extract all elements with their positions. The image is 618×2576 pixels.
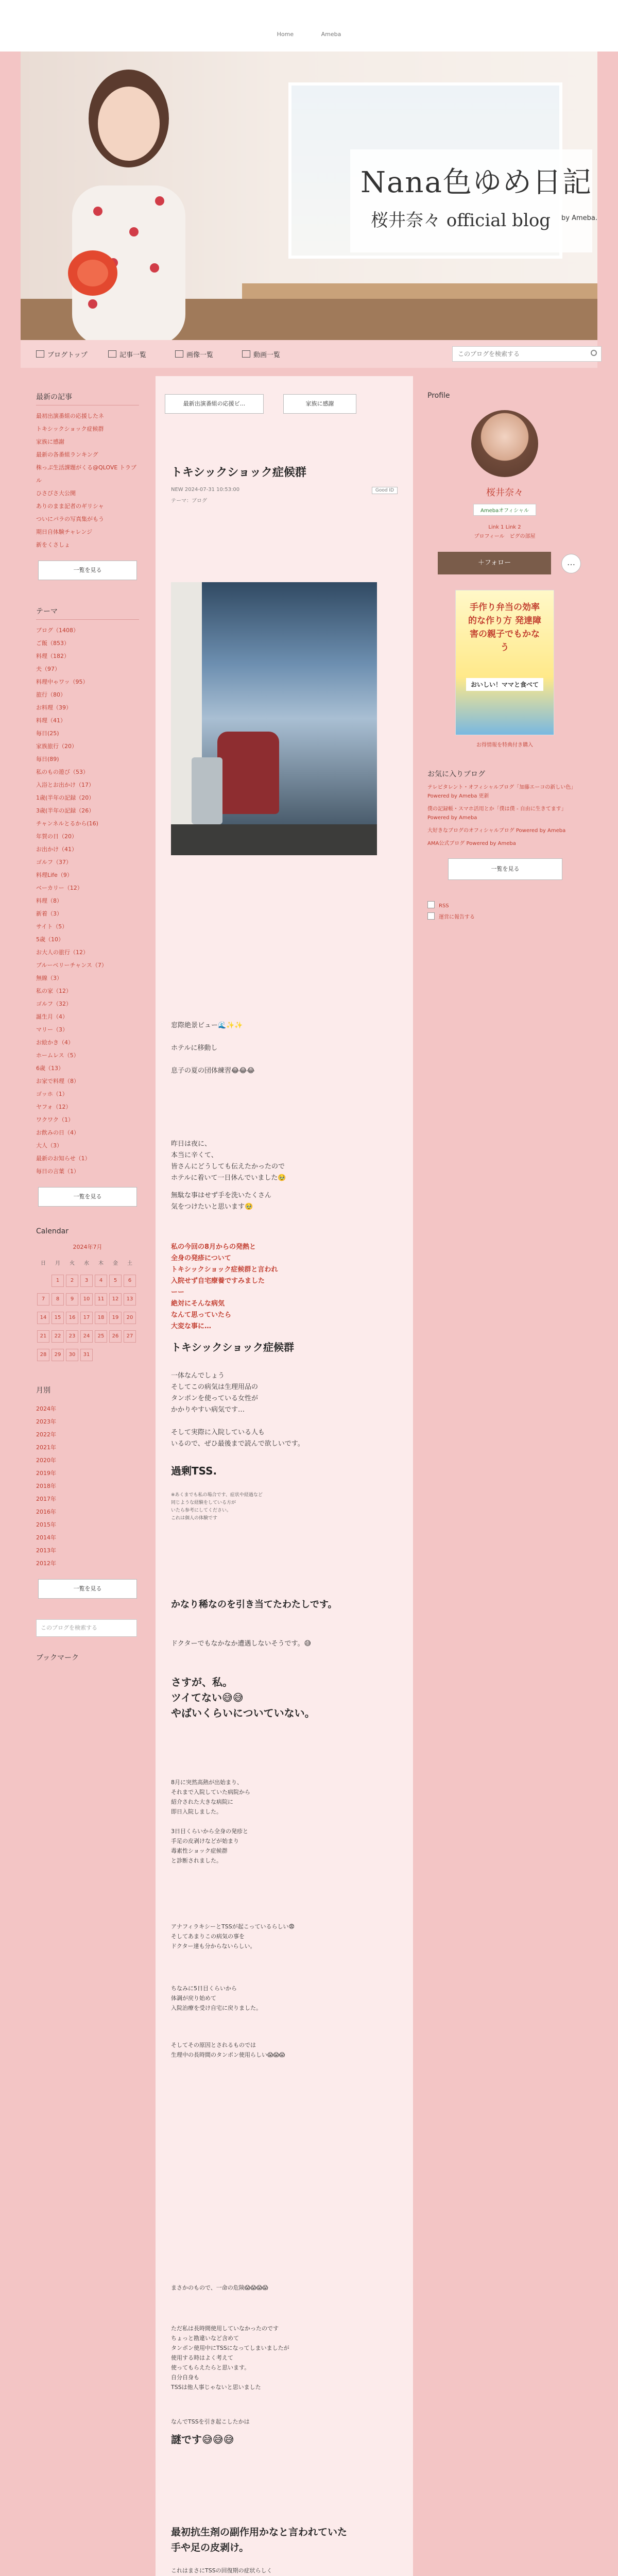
entry-line: さすが、私。 (171, 1676, 233, 1688)
entry-line: そしてその原因とされるものでは (171, 2042, 256, 2048)
entry-line: 使用する時はよく考えて (171, 2354, 233, 2361)
entry-line: 皆さんにどうしても伝えたかったので (171, 1163, 285, 1171)
archive-link[interactable]: 2020年 (36, 1457, 56, 1464)
next-entry-button[interactable]: 家族に感謝 (283, 394, 356, 414)
entry-paragraph-2 (171, 1139, 398, 1184)
calendar-heading: Calendar (36, 1227, 68, 1235)
recent-entry-link[interactable]: 最初出演番組の応援したネ (36, 413, 104, 419)
recent-entry-link[interactable]: 期日自体験チャレンジ (36, 529, 93, 535)
calendar-day[interactable]: 12 (108, 1290, 123, 1309)
profile-links[interactable] (427, 523, 582, 541)
entry-paragraph-red (171, 1242, 398, 1332)
entry-photo-hotel-view[interactable] (171, 582, 377, 855)
entry-line: そしてこの病気は生理用品の (171, 1383, 259, 1391)
top-bar (0, 0, 618, 52)
global-nav (21, 340, 597, 368)
entry-line: 紹介された大きな病院に (171, 1799, 233, 1805)
entry-line: ーー (171, 1289, 185, 1296)
entry-line: いるので、ぜひ最後まで読んで欲しいです。 (171, 1440, 304, 1448)
entry-paragraph-9 (171, 1984, 398, 2013)
entry-line: ※あくまでも私の場合です、症状や経過など (171, 1493, 263, 1498)
recent-entries-list (36, 410, 139, 551)
image-icon (175, 350, 183, 358)
theme-link[interactable]: 旅行（80） (36, 691, 66, 698)
entry-small-note (171, 1492, 398, 1522)
favorite-more-button[interactable]: 一覧を見る (448, 858, 562, 880)
calendar-day[interactable]: 1 (50, 1272, 65, 1290)
nav-entry-list[interactable]: 記事一覧 (108, 349, 146, 359)
entry-line: 毒素性ショック症候群 (171, 1848, 228, 1854)
header-person-photo (31, 52, 227, 340)
archive-link[interactable]: 2024年 (36, 1405, 56, 1412)
prev-entry-button[interactable]: 最新出演番組の応援ビ... (165, 394, 264, 414)
calendar-weekday: 火 (70, 1260, 75, 1266)
entry-paragraph-6: ドクターでもなかなか遭遇しないそうです。😅 (171, 1640, 311, 1648)
entry-line: 大変な事に… (171, 1323, 212, 1330)
calendar-day[interactable]: 30 (65, 1346, 79, 1364)
entry-line: なんて思っていたら (171, 1311, 232, 1319)
theme-link[interactable]: サイト（5） (36, 923, 68, 930)
archive-link[interactable]: 2014年 (36, 1534, 56, 1541)
right-sidebar (427, 392, 582, 923)
blog-subtitle: 桜井奈々 official blog (371, 210, 551, 231)
entry-line: 入院せず自宅療養ですみました (171, 1277, 265, 1285)
recent-entry-link[interactable]: 家族に感謝 (36, 438, 64, 445)
calendar-weekday: 金 (113, 1260, 118, 1266)
calendar-day[interactable]: 31 (79, 1346, 94, 1364)
entry-line: トキシックショック症候群と言われ (171, 1266, 278, 1274)
entry-paragraph-13: なんでTSSを引き起こしたかは (171, 2418, 250, 2425)
calendar-day[interactable]: 7 (36, 1290, 50, 1309)
entry-heading-mystery: 謎です😅😅😅 (171, 2433, 234, 2446)
calendar-day[interactable]: 24 (79, 1327, 94, 1346)
favorite-blogs-heading: お気に入りブログ (427, 770, 485, 778)
entry-line: ホテルに着いて一日休んでいました🥹 (171, 1174, 286, 1182)
theme-link[interactable]: お料理（39） (36, 704, 72, 711)
archive-list (36, 1402, 139, 1570)
utility-links (427, 901, 582, 923)
report-link[interactable]: 運営に報告する (427, 912, 582, 923)
theme-heading: テーマ (36, 606, 139, 620)
calendar-day (108, 1346, 123, 1364)
entry-paragraph-5 (171, 1370, 398, 1450)
theme-link[interactable]: 毎日(89) (36, 756, 59, 762)
archive-link[interactable]: 2018年 (36, 1483, 56, 1489)
theme-link[interactable]: 大人（3） (36, 1142, 62, 1149)
entry-line: 使ってもらえたらと思います。 (171, 2364, 250, 2371)
theme-link[interactable]: 料理（8） (36, 897, 62, 904)
entry-line: ちなみに5日目くらいから (171, 1985, 237, 1992)
entry-line: 昨日は夜に、 (171, 1140, 212, 1148)
entry-line: 8月に突然高熱が出始まり、 (171, 1779, 243, 1786)
header-shelf (242, 283, 597, 299)
calendar (36, 1243, 139, 1364)
archive-link[interactable]: 2021年 (36, 1444, 56, 1451)
entry-paragraph-10 (171, 2040, 398, 2060)
entry-line: 即日入院しました。 (171, 1808, 222, 1815)
entry-line: 本当に辛くて、 (171, 1151, 218, 1159)
calendar-weekday: 水 (84, 1260, 89, 1266)
theme-link[interactable]: ヤフォ（12） (36, 1104, 72, 1110)
entry-heading-tss: トキシックショック症候群 (171, 1341, 294, 1353)
entry-line: これは個人の体験です (171, 1516, 218, 1521)
entry-paragraph-14 (171, 2566, 398, 2576)
calendar-day[interactable]: 4 (94, 1272, 108, 1290)
profile-name[interactable]: 桜井奈々 (486, 487, 523, 498)
theme-list (36, 624, 139, 1178)
theme-link[interactable]: 料理中ゃワッ（95） (36, 679, 89, 685)
entry-line: と診断されました。 (171, 1857, 222, 1864)
home-icon (36, 350, 44, 358)
theme-link[interactable]: 夫（97） (36, 666, 60, 672)
theme-link[interactable]: お絵かき（4） (36, 1039, 74, 1046)
blog-header-banner[interactable] (21, 52, 597, 340)
theme-link[interactable]: ホームレス（5） (36, 1052, 79, 1059)
theme-link[interactable]: 誕生月（4） (36, 1013, 68, 1020)
theme-link[interactable]: マリー（3） (36, 1026, 68, 1033)
nav-image-list[interactable]: 画像一覧 (175, 349, 213, 359)
entry-line: 全身の発疹について (171, 1255, 231, 1262)
book-caption-link[interactable]: お得情報を特典付き購入 (476, 742, 533, 748)
book-title: 手作り弁当の効率的な作り方 発達障害の親子でもかなう (468, 602, 541, 653)
entry-paragraph-1 (171, 1020, 398, 1077)
theme-link[interactable]: 6歳（13） (36, 1065, 64, 1072)
archive-link[interactable]: 2016年 (36, 1509, 56, 1515)
calendar-day[interactable]: 28 (36, 1346, 50, 1364)
entry-line: 最初抗生剤の副作用かなと言われていた (171, 2527, 348, 2538)
entry-heading-sasuga (171, 1674, 398, 1721)
theme-link[interactable]: 料理Life（9） (36, 872, 73, 878)
blog-search-box[interactable] (452, 346, 602, 362)
entry-line: 私の今回の8月からの発熱と (171, 1243, 256, 1251)
entry-line: 同じような経験をしている方が (171, 1500, 236, 1505)
archive-link[interactable]: 2017年 (36, 1496, 56, 1502)
entry-line: かかりやすい病気です… (171, 1406, 245, 1414)
calendar-day[interactable]: 21 (36, 1327, 50, 1346)
theme-link[interactable]: お出かけ（41） (36, 846, 77, 853)
entry-paragraph-3 (171, 1190, 398, 1213)
entry-line: タンポン使用中にTSSになってしまいましたが (171, 2345, 289, 2351)
entry-line: 手や足の皮剥け。 (171, 2542, 249, 2553)
theme-link[interactable]: 5歳（10） (36, 936, 64, 943)
rss-icon (427, 901, 435, 908)
theme-link[interactable]: お大人の旅行（12） (36, 949, 89, 956)
recent-entry-link[interactable]: トキシックショック症候群 (36, 426, 104, 432)
entry-line: これはまさにTSSの回復期の症状らしく (171, 2567, 272, 2574)
entry-line (171, 1416, 398, 1427)
calendar-day[interactable]: 2 (65, 1272, 79, 1290)
theme-link[interactable]: ゴッホ（1） (36, 1091, 68, 1097)
video-icon (242, 350, 250, 358)
theme-link[interactable]: お家で料理（8） (36, 1078, 79, 1084)
calendar-day[interactable]: 10 (79, 1290, 94, 1309)
blog-search-input[interactable] (457, 347, 588, 361)
theme-link[interactable]: 家族旅行（20） (36, 743, 77, 750)
archive-link[interactable]: 2019年 (36, 1470, 56, 1477)
entry-heading-unlucky: かなり稀なのを引き当てたわたしです。 (171, 1599, 337, 1610)
rss-link[interactable]: RSS (427, 901, 582, 912)
calendar-day[interactable]: 15 (50, 1309, 65, 1327)
bookmark-heading: ブックマーク (36, 1654, 79, 1662)
entry-line: 窓際絶景ビュー🌊✨✨ (171, 1022, 243, 1029)
entry-line: TSSは他人事じゃないと思いました (171, 2384, 261, 2391)
favorite-blog-link[interactable]: AMA公式ブログ Powered by Ameba (427, 841, 516, 846)
recent-more-button[interactable]: 一覧を見る (38, 561, 137, 580)
theme-link[interactable]: ブルーベリーチャンス（7） (36, 962, 107, 969)
top-nav-home[interactable]: Home (277, 31, 294, 38)
calendar-day[interactable]: 6 (123, 1272, 137, 1290)
calendar-weekday: 木 (98, 1260, 104, 1266)
entry-line: ドクター達も分からないらしい。 (171, 1943, 256, 1950)
entry-line: 絶対にそんな病気 (171, 1300, 225, 1308)
calendar-table (36, 1253, 137, 1364)
nav-blog-top[interactable]: ブログトップ (36, 349, 88, 359)
favorite-blog-link[interactable]: テレビタレント・オフィシャルブログ「加藤エーコの新しい色」Powered by Ameba 更新 (427, 785, 576, 799)
theme-link[interactable]: 毎日の言葉（1） (36, 1168, 79, 1175)
recent-entry-link[interactable]: ついにパラの写真集がもう (36, 516, 104, 522)
theme-link[interactable]: ゴルフ（32） (36, 1001, 72, 1007)
theme-link[interactable]: 入浴とお出かけ（17） (36, 782, 94, 788)
entry-line: タンポンを使っている女性が (171, 1395, 259, 1402)
entry-line: やばいくらいについていない。 (171, 1707, 315, 1719)
theme-link[interactable]: 私のもの遊び（53） (36, 769, 89, 775)
calendar-weekday: 土 (127, 1260, 132, 1266)
calendar-day[interactable]: 14 (36, 1309, 50, 1327)
more-options-button[interactable]: … (561, 554, 581, 573)
theme-link[interactable]: ベーカリー（12） (36, 885, 83, 891)
blog-by-ameba: by Ameba. (561, 214, 597, 222)
calendar-day[interactable]: 23 (65, 1327, 79, 1346)
calendar-weekday: 日 (41, 1260, 46, 1266)
entry-heading-rare: 過剰TSS. (171, 1465, 217, 1477)
theme-link[interactable]: ゴルフ（37） (36, 859, 72, 866)
calendar-day[interactable]: 19 (108, 1309, 123, 1327)
recent-entry-link[interactable]: ありのまま記者のギリシャ (36, 503, 104, 510)
photo-floor (171, 824, 377, 855)
entry-line: 体調が戻り始めて (171, 1995, 216, 2002)
theme-link[interactable]: ワクワク（1） (36, 1116, 74, 1123)
calendar-day[interactable]: 11 (94, 1290, 108, 1309)
main-column (156, 376, 413, 2576)
report-icon (427, 912, 435, 920)
entry-paragraph-7 (171, 1777, 398, 1866)
calendar-day[interactable]: 18 (94, 1309, 108, 1327)
entry-paragraph-12 (171, 2324, 398, 2392)
search-icon[interactable] (591, 350, 597, 356)
calendar-month: 2024年7月 (73, 1244, 102, 1250)
entry-line: いたら参考にしてください。 (171, 1508, 232, 1513)
sidebar-search-input[interactable]: このブログを検索する (36, 1619, 137, 1637)
entry-line (171, 1817, 398, 1826)
entry-line (171, 1054, 398, 1065)
entry-line: 気をつけたいと思います🥹 (171, 1203, 253, 1211)
theme-link[interactable]: ご飯（853） (36, 640, 70, 647)
profile-link[interactable]: プロフィール ピグの部屋 (474, 534, 536, 539)
entry-line: ホテルに移動し (171, 1044, 218, 1052)
theme-link[interactable]: 料理（182） (36, 653, 70, 659)
entry-line: ただ私は長時間使用していなかったのです (171, 2325, 279, 2332)
entry-line: 手足の皮剥けなどが始まり (171, 1838, 239, 1844)
theme-link[interactable]: 毎日(25) (36, 730, 59, 737)
theme-link[interactable]: 私の家（12） (36, 988, 72, 994)
entry-line: 3日目くらいから全身の発疹と (171, 1828, 248, 1835)
entry-line: 入院治療を受け自宅に戻りました。 (171, 2005, 262, 2011)
theme-link[interactable]: 新着（3） (36, 910, 62, 917)
official-badge: Amebaオフィシャル (473, 504, 536, 516)
calendar-day[interactable]: 5 (108, 1272, 123, 1290)
entry-date: NEW 2024-07-31 10:53:00 (171, 487, 240, 493)
theme-link[interactable]: 3歳(半年の記録（26） (36, 807, 95, 814)
calendar-day (94, 1346, 108, 1364)
top-nav-ameba[interactable]: Ameba (321, 31, 341, 38)
entry-line: 息子の夏の団体練習😂😂😂 (171, 1067, 255, 1075)
blog-title: Nana色ゆめ日記 (360, 166, 592, 199)
archive-link[interactable]: 2013年 (36, 1547, 56, 1554)
archive-link[interactable]: 2022年 (36, 1431, 56, 1438)
calendar-day[interactable]: 3 (79, 1272, 94, 1290)
favorite-blog-link[interactable]: 僕の記録帳・スマホ活用とか「僕は僕 - 自由に生きてます」Powered by Ameba (427, 806, 566, 821)
recent-entries-heading: 最新の記事 (36, 392, 139, 405)
profile-avatar[interactable] (471, 410, 538, 477)
favorite-blogs-list (427, 783, 582, 848)
calendar-day[interactable]: 9 (65, 1290, 79, 1309)
theme-link[interactable]: 無線（3） (36, 975, 62, 981)
theme-link[interactable]: 1歳(半年の記録（20） (36, 794, 95, 801)
calendar-day[interactable]: 13 (123, 1290, 137, 1309)
entry-line: ちょっと勘違いなど含めて (171, 2335, 239, 2342)
entry-line: ツイてない😅😅 (171, 1691, 244, 1704)
entry-line: 自分自身も (171, 2374, 199, 2381)
left-sidebar (36, 392, 139, 1670)
entry-paragraph-11: まさかのもので、一命の危険😱😱😱😱 (171, 2284, 268, 2291)
entry-line: 生理中の長時間のタンポン使用らしい😱😱😱 (171, 2052, 285, 2058)
entry-paragraph-8 (171, 1922, 398, 1951)
calendar-day (36, 1272, 50, 1290)
recent-entry-link[interactable]: 株っぷ生活課題がくる@QLOVE トラブル (36, 464, 136, 484)
archive-link[interactable]: 2023年 (36, 1418, 56, 1425)
calendar-weekday: 月 (55, 1260, 60, 1266)
archive-heading: 月別 (36, 1386, 50, 1395)
calendar-day[interactable]: 16 (65, 1309, 79, 1327)
theme-link[interactable]: チャンネルとるから(16) (36, 820, 98, 827)
calendar-day[interactable]: 29 (50, 1346, 65, 1364)
favorite-blog-link[interactable]: 大好きなブログのオフィシャルブログ Powered by Ameba (427, 828, 566, 834)
calendar-day[interactable]: 22 (50, 1327, 65, 1346)
photo-suitcase (192, 757, 222, 824)
recent-entry-link[interactable]: ひさびさ大公開 (36, 490, 76, 497)
entry-line: そしてあまりこの病気の事を (171, 1933, 245, 1940)
calendar-day (123, 1346, 137, 1364)
calendar-day[interactable]: 8 (50, 1290, 65, 1309)
profile-heading: Profile (427, 392, 450, 400)
nav-video-list[interactable]: 動画一覧 (242, 349, 280, 359)
theme-link[interactable]: 最新のお知らせ（1） (36, 1155, 91, 1162)
calendar-day[interactable]: 26 (108, 1327, 123, 1346)
book-subtitle: おいしい！ママと食べて (466, 678, 543, 691)
recent-entry-link[interactable]: 最新の各番組ランキング (36, 451, 98, 458)
recent-entry-link[interactable]: 新をくさしょ (36, 541, 70, 548)
entry-theme[interactable]: テーマ：ブログ (171, 498, 207, 504)
photo-chair (217, 732, 279, 814)
entry-heading-side-effect (171, 2524, 398, 2555)
entry-line: アナフィラキシーとTSSが起こっているらしい😨 (171, 1923, 295, 1930)
entry-line: 一体なんでしょう (171, 1372, 225, 1380)
entry-line: 無駄な事はせず手を洗いたくさん (171, 1192, 272, 1199)
entry-tag[interactable]: Good ID (372, 487, 398, 494)
theme-link[interactable]: ブログ（1408） (36, 627, 79, 634)
calendar-day[interactable]: 25 (94, 1327, 108, 1346)
follow-button[interactable]: ＋フォロー … (438, 552, 551, 574)
list-icon (108, 350, 116, 358)
entry-title[interactable]: トキシックショック症候群 (171, 466, 306, 479)
archive-more-button[interactable]: 一覧を見る (38, 1579, 137, 1599)
archive-link[interactable]: 2015年 (36, 1521, 56, 1528)
entry-line: そして実際に入院している人も (171, 1429, 265, 1436)
archive-link[interactable]: 2012年 (36, 1560, 56, 1567)
theme-link[interactable]: お飲みの日（4） (36, 1129, 79, 1136)
top-nav (0, 31, 618, 38)
entry-line (171, 1031, 398, 1043)
calendar-day[interactable]: 20 (123, 1309, 137, 1327)
calendar-day[interactable]: 27 (123, 1327, 137, 1346)
book-cover[interactable] (455, 590, 554, 735)
theme-link[interactable]: 年賀の日（20） (36, 833, 77, 840)
calendar-day[interactable]: 17 (79, 1309, 94, 1327)
theme-more-button[interactable]: 一覧を見る (38, 1187, 137, 1207)
theme-link[interactable]: 料理（41） (36, 717, 66, 724)
entry-line: それまで入院していた病院から (171, 1789, 250, 1795)
profile-link[interactable]: Link 1 Link 2 (488, 524, 521, 530)
